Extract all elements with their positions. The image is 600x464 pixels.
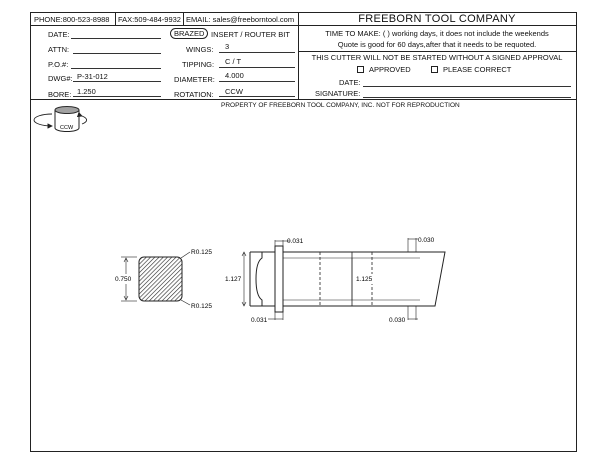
tipping-label: TIPPING: [182,60,215,69]
po-label: P.O.#: [48,60,69,69]
tip-cross-section [114,249,212,310]
please-correct-label: PLEASE CORRECT [443,65,512,74]
dwg-value: P-31-012 [77,72,108,81]
diameter-label: DIAMETER: [174,75,215,84]
rotation-value: CCW [225,87,243,96]
rotation-label: ROTATION: [174,90,214,99]
tipping-value: C / T [225,57,242,66]
rotation-icon-label: CCW [60,125,74,131]
dim-0030-top: 0.030 [418,237,435,244]
dim-1127: 1.127 [225,276,242,283]
attn-label: ATTN: [48,45,70,54]
tool-side-profile [242,238,445,320]
bore-value: 1.250 [77,87,96,96]
email-address: EMAIL: sales@freeborntool.com [186,15,295,24]
approval-notice: THIS CUTTER WILL NOT BE STARTED WITHOUT A SIGNED APPROVAL [311,53,563,62]
rotation-icon [34,107,87,132]
dim-1125: 1.125 [356,276,373,283]
brazed-option: BRAZED [170,28,208,39]
dim-0031-top: 0.031 [287,238,304,245]
dim-0030-bottom: 0.030 [389,317,406,324]
bore-label: BORE: [48,90,72,99]
fax-number: FAX:509-484-9932 [118,15,181,24]
dim-r0125-bottom: R0.125 [191,303,212,310]
date-label: DATE: [48,30,70,39]
diameter-value: 4.000 [225,71,244,80]
signature-label: SIGNATURE: [315,89,361,98]
property-notice: PROPERTY OF FREEBORN TOOL COMPANY, INC. NOT FOR REPRODUCTION [221,102,460,109]
time-to-make-text: TIME TO MAKE: ( ) working days, it does not include the weekends [325,29,549,38]
dim-0031-bottom: 0.031 [251,317,268,324]
insert-router-options: INSERT / ROUTER BIT [211,30,290,39]
phone-number: PHONE:800-523-8988 [34,15,110,24]
quote-validity-text: Quote is good for 60 days,after that it needs to be requoted. [337,40,537,49]
dim-0750: 0.750 [115,276,132,283]
wings-value: 3 [225,42,230,51]
approved-label: APPROVED [369,65,411,74]
dim-r0125-top: R0.125 [191,249,212,256]
company-name: FREEBORN TOOL COMPANY [358,13,516,25]
approval-date-label: DATE: [339,78,361,87]
dwg-label: DWG#: [48,74,73,83]
wings-label: WINGS: [186,45,214,54]
